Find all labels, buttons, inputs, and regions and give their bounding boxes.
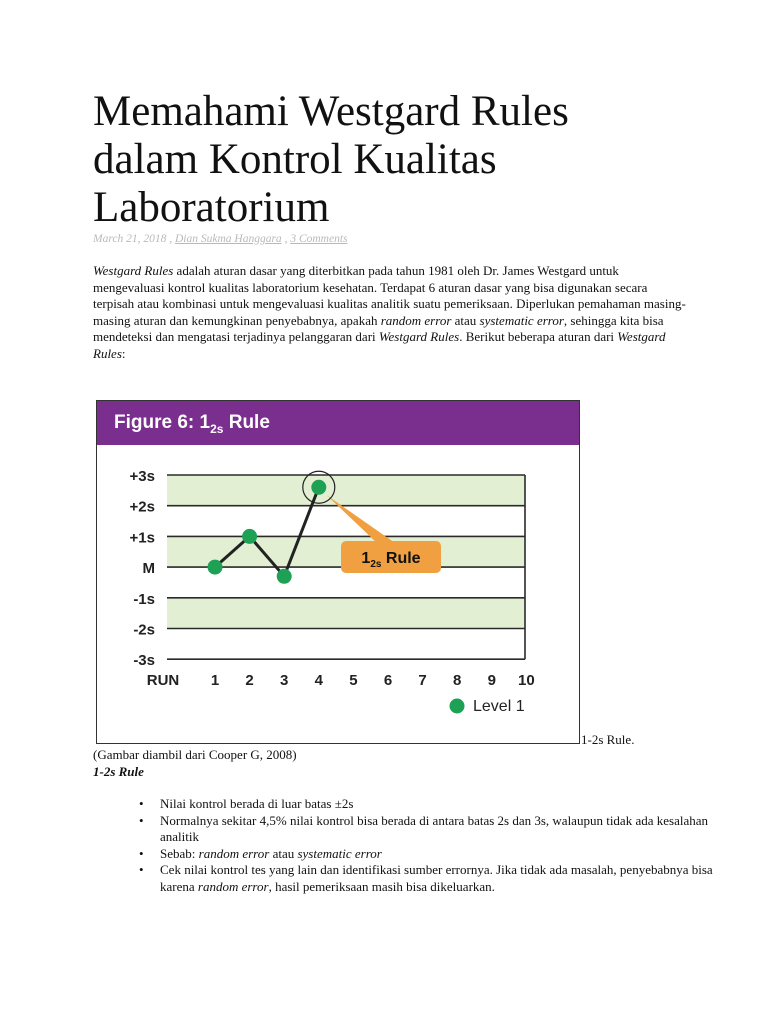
band-1s-2s-lower [167, 598, 525, 629]
intro-text: atau [451, 312, 480, 328]
intro-text: adalah aturan dasar yang diterbitkan pada tahun 1981 oleh Dr. James Westgard untuk mengevaluasi kontrol kualitas laboratorium kesehatan. Terdapat 6 aturan dasar yang bisa digunakan secara terpisah atau kombinasi untuk mengevaluasi kualitas analitik suatu pemeriksaan. Diperlukan pemahaman masing-masing aturan dan kemungkinan penyebabnya, apakah [93, 263, 686, 328]
data-point-level-1 [242, 529, 257, 544]
figure-source: (Gambar diambil dari Cooper G, 2008) [93, 747, 297, 762]
x-tick-label: 7 [418, 672, 427, 690]
callout-label-main: 1 [361, 550, 371, 567]
x-axis-label: RUN [146, 672, 180, 690]
bullet-icon: • [139, 845, 144, 861]
rule-point-text: , hasil pemeriksaan masih bisa dikeluarkan. [268, 878, 495, 894]
bullet-icon: • [139, 812, 144, 828]
y-tick-label: +2s [129, 498, 155, 516]
data-point-level-1 [277, 569, 292, 584]
x-tick-label: 1 [210, 672, 220, 690]
post-date: March 21, 2018 [93, 233, 167, 245]
article-title: Memahami Westgard Rules dalam Kontrol Kualitas Laboratorium [93, 88, 569, 231]
y-tick-label: M [142, 560, 155, 578]
intro-italic-term: Westgard Rules [378, 329, 460, 344]
y-tick-label: -1s [133, 590, 155, 608]
meta-separator: , [169, 233, 173, 245]
rule-point-text: Nilai kontrol berada di luar batas ±2s [160, 796, 354, 811]
rule-point-italic-term: systematic error [297, 845, 382, 861]
figure-title [114, 412, 270, 436]
figure-caption: 1-2s Rule. [581, 732, 635, 747]
rule-point [139, 796, 720, 813]
callout-label-sub: 2s [370, 559, 382, 570]
rule-point-text: Cek nilai kontrol tes yang lain dan identifikasi sumber errornya. Jika tidak ada masalah, penyebabnya bisa karena [160, 862, 713, 894]
legend-marker-level-1 [450, 699, 465, 714]
meta-separator: , [284, 233, 288, 245]
x-tick-label: 2 [245, 672, 254, 690]
rule-heading: 1-2s Rule [93, 764, 144, 779]
article-meta [93, 233, 348, 245]
y-tick-label: -3s [133, 652, 155, 670]
rule-point-text: atau [269, 845, 298, 861]
intro-text: : [121, 345, 126, 361]
author-link[interactable]: Dian Sukma Hanggara [174, 233, 282, 245]
x-tick-label: 3 [280, 672, 289, 690]
x-tick-label: 9 [487, 672, 496, 690]
callout-label-end: Rule [381, 550, 421, 567]
intro-italic-term: Westgard Rules [93, 329, 666, 361]
intro-paragraph [93, 263, 691, 362]
intro-text: , sehingga kita bisa mendeteksi dan mengatasi terjadinya pelanggaran dari [93, 312, 664, 344]
figure-title-sub: 2s [210, 421, 224, 436]
x-tick-label: 8 [453, 672, 462, 690]
data-point-level-1 [208, 560, 223, 575]
comments-link[interactable]: 3 Comments [290, 233, 348, 245]
bullet-icon: • [139, 796, 144, 811]
figure-title-main: Figure 6: 1 [114, 412, 211, 433]
figure-1-2s-rule [96, 400, 580, 744]
legend-label-level-1: Level 1 [473, 698, 525, 715]
rule-point-text: Sebab: [160, 845, 199, 861]
rule-point-text: Normalnya sekitar 4,5% nilai kontrol bisa berada di antara batas 2s dan 3s, walaupun tidak ada kesalahan analitik [160, 812, 708, 844]
data-point-level-1 [311, 480, 326, 495]
y-tick-label: +1s [129, 529, 155, 547]
x-tick-label: 4 [314, 672, 323, 690]
figure-title-end: Rule [223, 412, 270, 433]
rule-point [139, 812, 720, 846]
control-chart [97, 445, 580, 744]
rule-point [139, 862, 720, 895]
intro-text: . Berikut beberapa aturan dari [459, 329, 618, 344]
x-tick-label: 6 [383, 672, 393, 690]
rule-point-italic-term: random error [198, 845, 270, 861]
intro-italic-term: Westgard Rules [93, 263, 174, 278]
rule-point-italic-term: random error [197, 878, 269, 894]
y-tick-label: -2s [133, 621, 155, 639]
x-tick-label: 5 [349, 672, 358, 690]
y-tick-label: +3s [129, 468, 155, 485]
rule-points-list [93, 796, 720, 895]
intro-italic-term: random error [380, 312, 452, 328]
x-tick-label: 10 [518, 672, 535, 690]
band-2s-3s-upper [167, 475, 525, 506]
intro-italic-term: systematic error [479, 312, 564, 328]
rule-point [139, 845, 720, 863]
bullet-icon: • [139, 862, 144, 877]
